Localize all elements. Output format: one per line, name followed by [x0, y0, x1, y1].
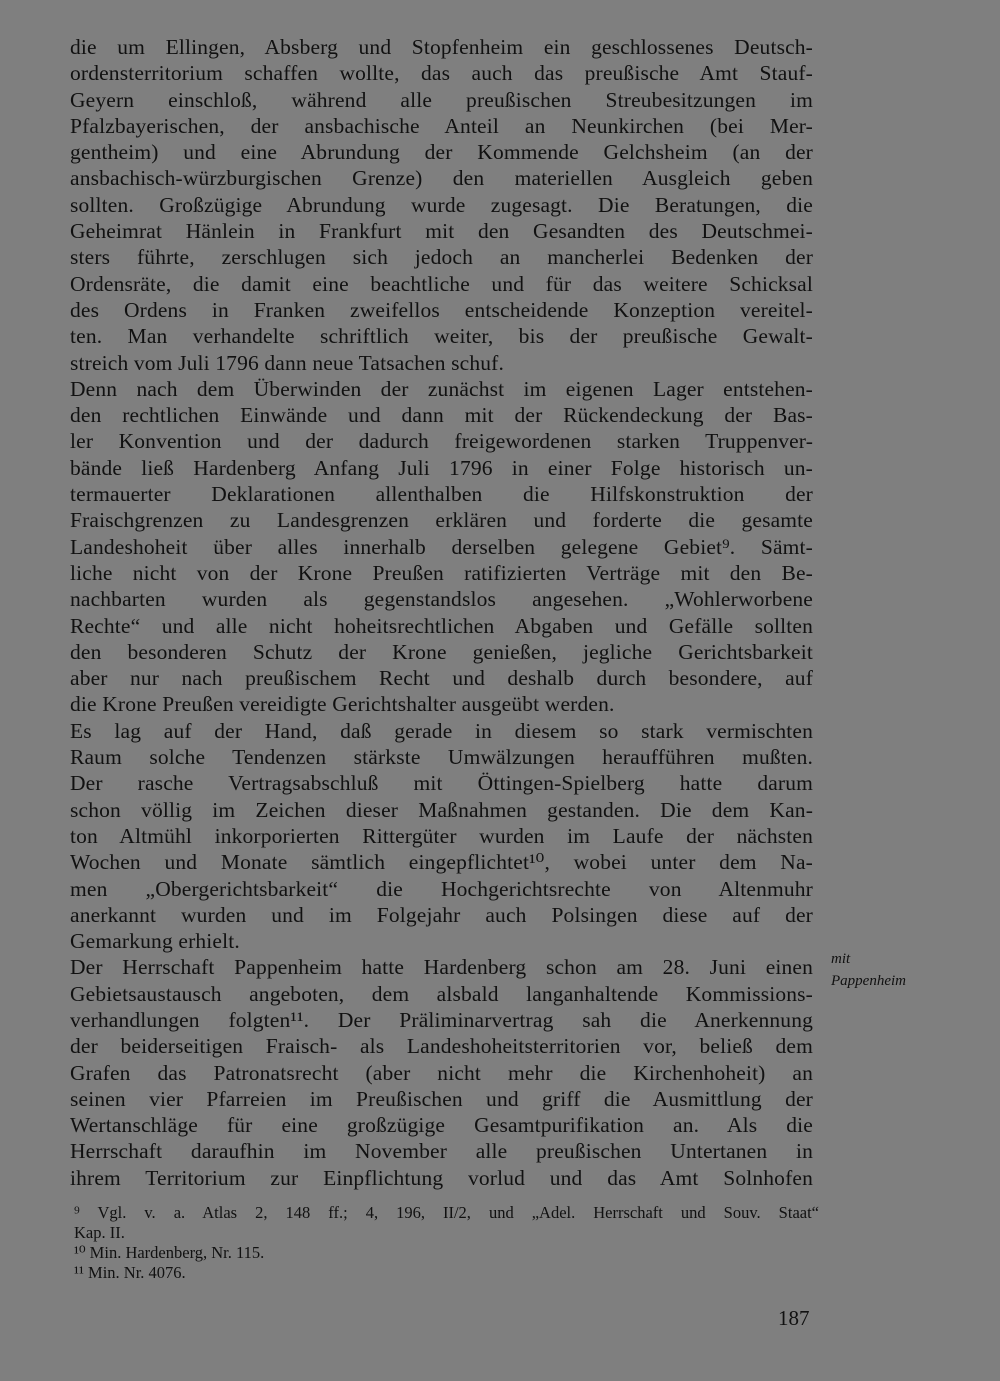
text-line: Der rasche Vertragsabschluß mit Öttingen-Spielberg hatte darum [70, 771, 813, 796]
text-line: Geheimrat Hänlein in Frankfurt mit den Gesandten des Deutschmei- [70, 219, 813, 244]
text-line: den rechtlichen Einwände und dann mit der Rückendeckung der Bas- [70, 403, 813, 428]
text-line: Gebietsaustausch angeboten, dem alsbald langanhaltende Kommissions- [70, 981, 813, 1006]
text-line: schon völlig im Zeichen dieser Maßnahmen gestanden. Die dem Kan- [70, 797, 813, 822]
text-line: bände ließ Hardenberg Anfang Juli 1796 in einer Folge historisch un- [70, 455, 813, 480]
page-number: 187 [778, 1306, 810, 1330]
text-line: Raum solche Tendenzen stärkste Umwälzungen heraufführen mußten. [70, 745, 813, 770]
text-line: den besonderen Schutz der Krone genießen, jegliche Gerichtsbarkeit [70, 639, 813, 664]
text-line: anerkannt wurden und im Folgejahr auch Polsingen diese auf der [70, 902, 813, 927]
text-line: nachbarten wurden als gegenstandslos angesehen. „Wohlerworbene [70, 587, 813, 612]
text-line: aber nur nach preußischem Recht und deshalb durch besondere, auf [70, 666, 813, 691]
text-line: verhandlungen folgten¹¹. Der Präliminarvertrag sah die Anerkennung [70, 1007, 813, 1032]
text-line: Geyern einschloß, während alle preußischen Streubesitzungen im [70, 87, 813, 112]
text-line: des Ordens in Franken zweifellos entscheidende Konzeption vereitel- [70, 297, 813, 322]
footnote-line: ⁹ Vgl. v. a. Atlas 2, 148 ff.; 4, 196, II/2, und „Adel. Herrschaft und Souv. Staat“ [74, 1203, 819, 1222]
text-line: termauerter Deklarationen allenthalben die Hilfskonstruktion der [70, 482, 813, 507]
text-line: Rechte“ und alle nicht hoheitsrechtlichen Abgaben und Gefälle sollten [70, 613, 813, 638]
text-line: seinen vier Pfarreien im Preußischen und griff die Ausmittlung der [70, 1086, 813, 1111]
footnotes [74, 1203, 819, 1283]
text-line: sters führte, zerschlugen sich jedoch an mancherlei Bedenken der [70, 245, 813, 270]
text-line: Fraischgrenzen zu Landesgrenzen erklären und forderte die gesamte [70, 508, 813, 533]
text-line: der beiderseitigen Fraisch- als Landeshoheitsterritorien vor, beließ dem [70, 1034, 813, 1059]
footnote-line: ¹⁰ Min. Hardenberg, Nr. 115. [74, 1243, 265, 1262]
text-line: Landeshoheit über alles innerhalb derselben gelegene Gebiet⁹. Sämt- [70, 534, 813, 559]
text-line: die um Ellingen, Absberg und Stopfenheim ein geschlossenes Deutsch- [70, 35, 813, 59]
text-line: ordensterritorium schaffen wollte, das auch das preußische Amt Stauf- [70, 61, 813, 86]
text-line: ten. Man verhandelte schriftlich weiter, bis der preußische Gewalt- [70, 324, 813, 349]
margin-note-line: mit [831, 951, 851, 967]
text-line: Gemarkung erhielt. [70, 929, 240, 954]
footnote-line: Kap. II. [74, 1223, 125, 1242]
text-line: gentheim) und eine Abrundung der Kommende Gelchsheim (an der [70, 140, 813, 165]
text-line: sollten. Großzügige Abrundung wurde zugesagt. Die Beratungen, die [70, 192, 813, 217]
text-line: liche nicht von der Krone Preußen ratifizierten Verträge mit den Be- [70, 560, 813, 585]
text-line: Es lag auf der Hand, daß gerade in diesem so stark vermischten [70, 718, 813, 743]
text-line: Herrschaft daraufhin im November alle preußischen Untertanen in [70, 1139, 813, 1164]
text-line: ansbachisch-würzburgischen Grenze) den materiellen Ausgleich geben [70, 166, 813, 191]
text-line: Wertanschläge für eine großzügige Gesamtpurifikation an. Als die [70, 1113, 813, 1138]
margin-note-line: Pappenheim [831, 973, 906, 989]
text-line: Pfalzbayerischen, der ansbachische Anteil an Neunkirchen (bei Mer- [70, 113, 813, 138]
text-line: Grafen das Patronatsrecht (aber nicht mehr die Kirchenhoheit) an [70, 1060, 813, 1085]
text-line: die Krone Preußen vereidigte Gerichtshalter ausgeübt werden. [70, 692, 615, 717]
body-text [70, 34, 813, 1191]
text-line: Ordensräte, die damit eine beachtliche und für das weitere Schicksal [70, 271, 813, 296]
text-line: Wochen und Monate sämtlich eingepflichtet¹⁰, wobei unter dem Na- [70, 850, 813, 875]
text-line: ton Altmühl inkorporierten Rittergüter wurden im Laufe der nächsten [70, 823, 813, 848]
margin-note [831, 948, 941, 992]
text-line: ler Konvention und der dadurch freigewordenen starken Truppenver- [70, 429, 813, 454]
text-line: streich vom Juli 1796 dann neue Tatsachen schuf. [70, 350, 504, 375]
text-line: ihrem Territorium zur Einpflichtung vorlud und das Amt Solnhofen [70, 1165, 813, 1190]
footnote-line: ¹¹ Min. Nr. 4076. [74, 1263, 186, 1282]
text-line: men „Obergerichtsbarkeit“ die Hochgerichtsrechte von Altenmuhr [70, 876, 813, 901]
text-line: Denn nach dem Überwinden der zunächst im eigenen Lager entstehen- [70, 376, 813, 401]
text-line: Der Herrschaft Pappenheim hatte Hardenberg schon am 28. Juni einen [70, 955, 813, 980]
